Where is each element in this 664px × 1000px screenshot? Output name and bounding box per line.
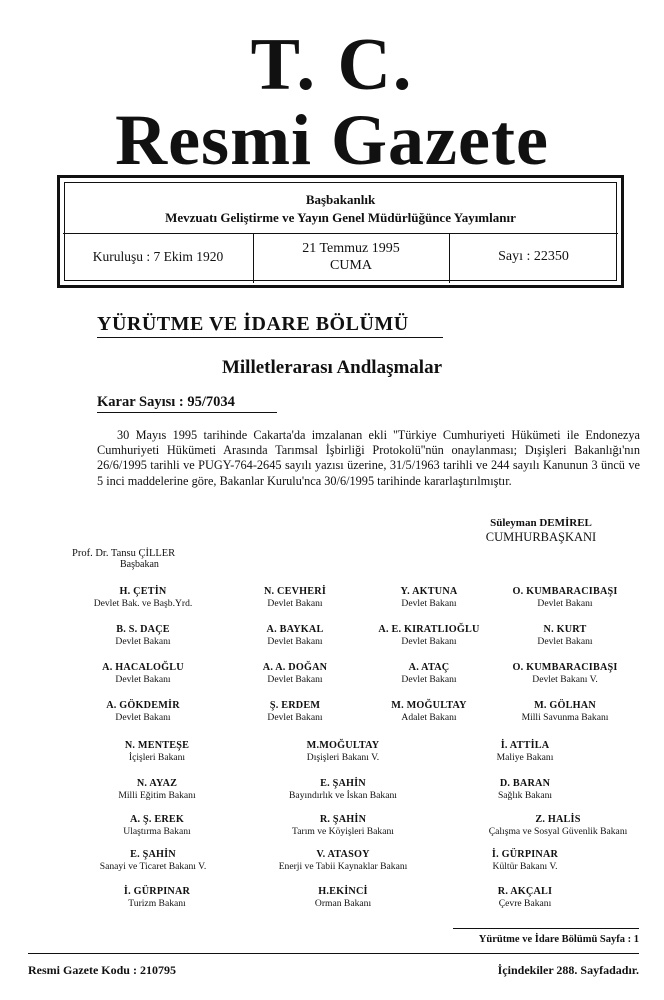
minister-title: Devlet Bakanı [401, 673, 457, 685]
minister-title: Tarım ve Köyişleri Bakanı [292, 825, 394, 837]
decision-paragraph: 30 Mayıs 1995 tarihinde Cakarta'da imzalanan ekli ''Türkiye Cumhuriyeti Hükümeti ile Endonezya Cumhuriyeti Hükümeti Arasında Tarımsal İşbirliği Protokolü''nün onaylanması; Dışişleri Bakanlığı'nın 26/6/1995 tarihli ve PUGY-764-2645 sayılı yazısı üzerine, 31/5/1963 tarihli ve 244 sayılı Kanunun 3 üncü ve 5 inci maddelerine göre, Bakanlar Kurulu'nca 30/6/1995 tarihinde kararlaştırılmıştır. [97, 428, 640, 488]
minister-signature [258, 740, 428, 763]
minister-signature [258, 814, 428, 837]
minister-title: Adalet Bakanı [401, 711, 457, 723]
minister-title: Sağlık Bakanı [497, 789, 553, 801]
issue-date [253, 240, 449, 274]
minister-title: Devlet Bakanı [267, 673, 323, 685]
minister-title: Devlet Bakanı [537, 635, 593, 647]
minister-title: Devlet Bak. ve Başb.Yrd. [93, 597, 193, 609]
minister-signature [72, 778, 242, 801]
gazette-code: Resmi Gazete Kodu : 210795 [28, 963, 176, 977]
minister-name: A. HACALOĞLU [102, 662, 184, 673]
issue-number: Sayı : 22350 [498, 249, 569, 264]
minister-name: Ş. ERDEM [269, 700, 321, 711]
minister-signature [58, 586, 228, 609]
masthead-title: Resmi Gazete [115, 100, 549, 180]
minister-name: A. ATAÇ [408, 662, 450, 673]
minister-title: Devlet Bakanı [401, 597, 457, 609]
minister-signature [480, 624, 650, 647]
minister-title: Devlet Bakanı [115, 635, 171, 647]
minister-name: R. AKÇALI [497, 886, 553, 897]
minister-title: Orman Bakanı [314, 897, 372, 909]
minister-title: Bayındırlık ve İskan Bakanı [289, 789, 397, 801]
minister-title: Devlet Bakanı [537, 597, 593, 609]
president-signature [466, 517, 616, 545]
subtitle: Milletlerarası Andlaşmalar [221, 357, 443, 378]
issue-day: CUMA [329, 258, 372, 273]
minister-title: Devlet Bakanı [267, 635, 323, 647]
minister-title: Kültür Bakanı V. [492, 860, 558, 872]
minister-name: R. ŞAHİN [319, 814, 367, 825]
minister-signature [58, 624, 228, 647]
minister-name: N. MENTEŞE [124, 740, 190, 751]
founding-date: Kuruluşu : 7 Ekim 1920 [92, 249, 224, 264]
minister-name: N. KURT [543, 624, 587, 635]
issue-date-text: 21 Temmuz 1995 [302, 241, 400, 256]
minister-name: A. E. KIRATLIOĞLU [378, 624, 480, 635]
minister-title: Maliye Bakanı [496, 751, 554, 763]
minister-name: İ. GÜRPINAR [123, 886, 191, 897]
minister-title: Dışişleri Bakanı V. [306, 751, 380, 763]
header-publisher-detail: Mevzuatı Geliştirme ve Yayın Genel Müdürlüğünce Yayımlanır [165, 210, 516, 225]
section-title: YÜRÜTME VE İDARE BÖLÜMÜ [97, 313, 409, 335]
header-publisher: Başbakanlık [305, 192, 376, 207]
minister-signature [58, 700, 228, 723]
prime-minister-title: Başbakan [120, 559, 159, 570]
minister-title: Turizm Bakanı [128, 897, 186, 909]
minister-name: M.MOĞULTAY [306, 740, 380, 751]
minister-name: E. ŞAHİN [130, 849, 176, 860]
decision-number: Karar Sayısı : 95/7034 [97, 394, 235, 410]
minister-name: M. MOĞULTAY [391, 700, 467, 711]
minister-name: A. A. DOĞAN [262, 662, 328, 673]
decision-underline [97, 412, 277, 413]
minister-title: Milli Savunma Bakanı [521, 711, 609, 723]
minister-title: Milli Eğitim Bakanı [118, 789, 196, 801]
minister-name: A. Ş. EREK [129, 814, 185, 825]
minister-name: H.EKİNCİ [318, 886, 368, 897]
minister-title: Enerji ve Tabii Kaynaklar Bakanı [278, 860, 408, 872]
minister-title: Devlet Bakanı [267, 711, 323, 723]
minister-signature [248, 849, 438, 872]
minister-title: Devlet Bakanı [267, 597, 323, 609]
minister-name: D. BARAN [499, 778, 551, 789]
contents-note: İçindekiler 288. Sayfadadır. [497, 963, 639, 977]
minister-title: Sanayi ve Ticaret Bakanı V. [99, 860, 207, 872]
page-reference: Yürütme ve İdare Bölümü Sayfa : 1 [478, 934, 639, 945]
minister-name: O. KUMBARACIBAŞI [512, 586, 618, 597]
minister-title: Devlet Bakanı V. [532, 673, 598, 685]
prime-minister-signature [72, 548, 212, 570]
minister-title: Devlet Bakanı [115, 673, 171, 685]
minister-signature [440, 886, 610, 909]
minister-signature [258, 778, 428, 801]
president-title: CUMHURBAŞKANI [485, 530, 597, 544]
minister-signature [480, 700, 650, 723]
minister-title: Ulaştırma Bakanı [123, 825, 191, 837]
minister-title: İçişleri Bakanı [128, 751, 186, 763]
minister-name: Z. HALİS [535, 814, 581, 825]
section-underline [97, 337, 443, 338]
minister-name: İ. GÜRPINAR [491, 849, 559, 860]
minister-name: A. BAYKAL [266, 624, 324, 635]
minister-title: Devlet Bakanı [401, 635, 457, 647]
minister-name: A. GÖKDEMİR [106, 700, 180, 711]
minister-name: N. AYAZ [136, 778, 178, 789]
minister-name: M. GÖLHAN [534, 700, 596, 711]
footer-rule [28, 953, 639, 954]
minister-signature [463, 814, 653, 837]
minister-signature [58, 849, 248, 872]
minister-signature [72, 886, 242, 909]
minister-signature [440, 849, 610, 872]
minister-name: V. ATASOY [316, 849, 370, 860]
page-ref-rule [453, 928, 639, 929]
minister-name: B. S. DAÇE [116, 624, 170, 635]
minister-title: Devlet Bakanı [115, 711, 171, 723]
minister-signature [440, 740, 610, 763]
masthead-tc: T. C. [250, 24, 414, 106]
minister-signature [480, 586, 650, 609]
minister-name: N. CEVHERİ [263, 586, 326, 597]
minister-name: O. KUMBARACIBAŞI [512, 662, 618, 673]
minister-name: Y. AKTUNA [400, 586, 458, 597]
minister-signature [72, 740, 242, 763]
president-name: Süleyman DEMİREL [490, 517, 592, 529]
decision-text [97, 428, 640, 489]
minister-signature [72, 814, 242, 837]
minister-signature [258, 886, 428, 909]
minister-signature [440, 778, 610, 801]
minister-name: E. ŞAHİN [320, 778, 366, 789]
minister-name: İ. ATTİLA [500, 740, 550, 751]
minister-signature [58, 662, 228, 685]
minister-title: Çevre Bakanı [498, 897, 552, 909]
prime-minister-name: Prof. Dr. Tansu ÇİLLER [72, 548, 176, 559]
minister-title: Çalışma ve Sosyal Güvenlik Bakanı [488, 825, 628, 837]
minister-name: H. ÇETİN [119, 586, 167, 597]
minister-signature [480, 662, 650, 685]
